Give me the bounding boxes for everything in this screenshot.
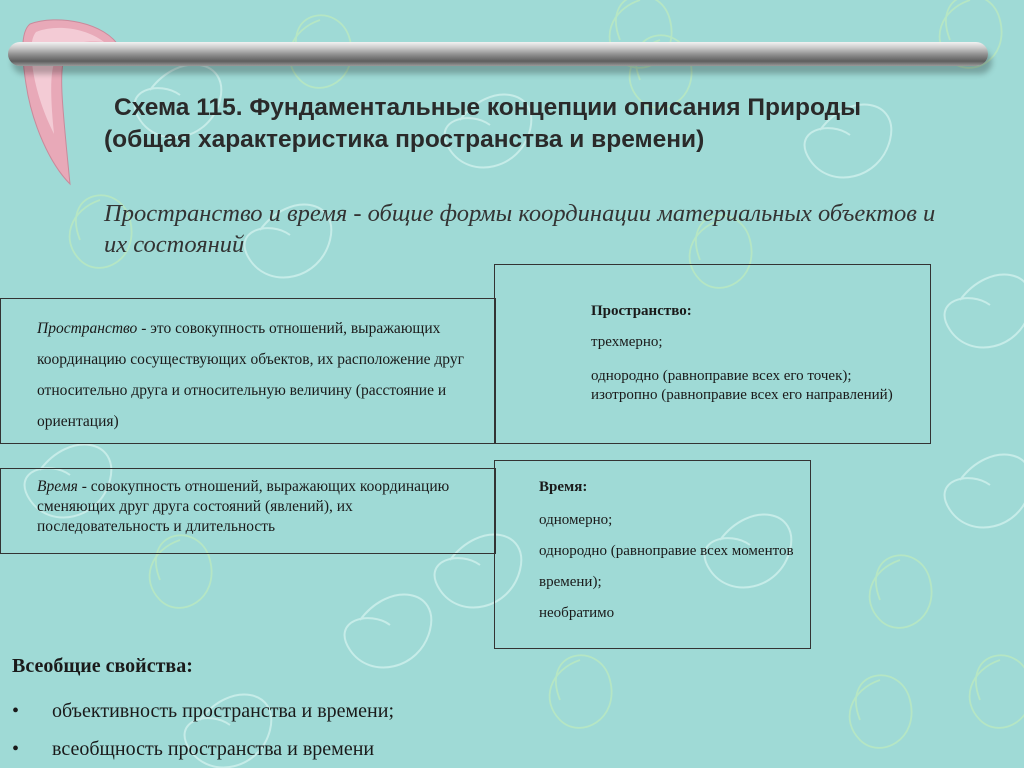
space-properties-heading: Пространство: — [591, 303, 692, 319]
universal-property-text: всеобщность пространства и времени — [52, 738, 375, 760]
time-property-item: однородно (равноправие всех моментов времени); — [539, 543, 794, 590]
decorative-bar — [8, 42, 988, 66]
time-definition-text — [37, 477, 485, 537]
space-definition-text — [37, 313, 475, 437]
time-definition-box — [0, 468, 496, 554]
time-properties-box — [494, 460, 811, 649]
bullet-icon: • — [12, 700, 20, 722]
space-property-item: изотропно (равноправие всех его направлений) — [591, 387, 893, 403]
time-properties-heading: Время: — [539, 479, 588, 495]
page-subtitle: Пространство и время - общие формы координации материальных объектов и их состояний — [104, 200, 936, 258]
time-definition-body: - совокупность отношений, выражающих координацию сменяющих друг друга состояний (явлений), их последовательность и длительность — [37, 478, 450, 535]
universal-properties-heading: Всеобщие свойства: — [12, 655, 193, 677]
space-property-item: трехмерно; — [591, 334, 663, 350]
space-property-item: однородно (равноправие всех его точек); — [591, 368, 852, 384]
time-property-item: необратимо — [539, 605, 615, 621]
time-term: Время — [37, 478, 78, 495]
space-definition-body: - это совокупность отношений, выражающих координацию сосуществующих объектов, их расположение друг относительно друга и относительную величину (расстояние и ориентация) — [37, 320, 464, 430]
universal-property-text: объективность пространства и времени; — [52, 700, 395, 722]
space-properties-box — [494, 264, 931, 444]
page-title: Схема 115. Фундаментальные концепции описания Природы (общая характеристика пространства и времени) — [104, 94, 862, 153]
space-term: Пространство — [37, 320, 138, 337]
space-definition-box — [0, 298, 496, 444]
bullet-icon: • — [12, 738, 20, 760]
time-property-item: одномерно; — [539, 512, 613, 528]
